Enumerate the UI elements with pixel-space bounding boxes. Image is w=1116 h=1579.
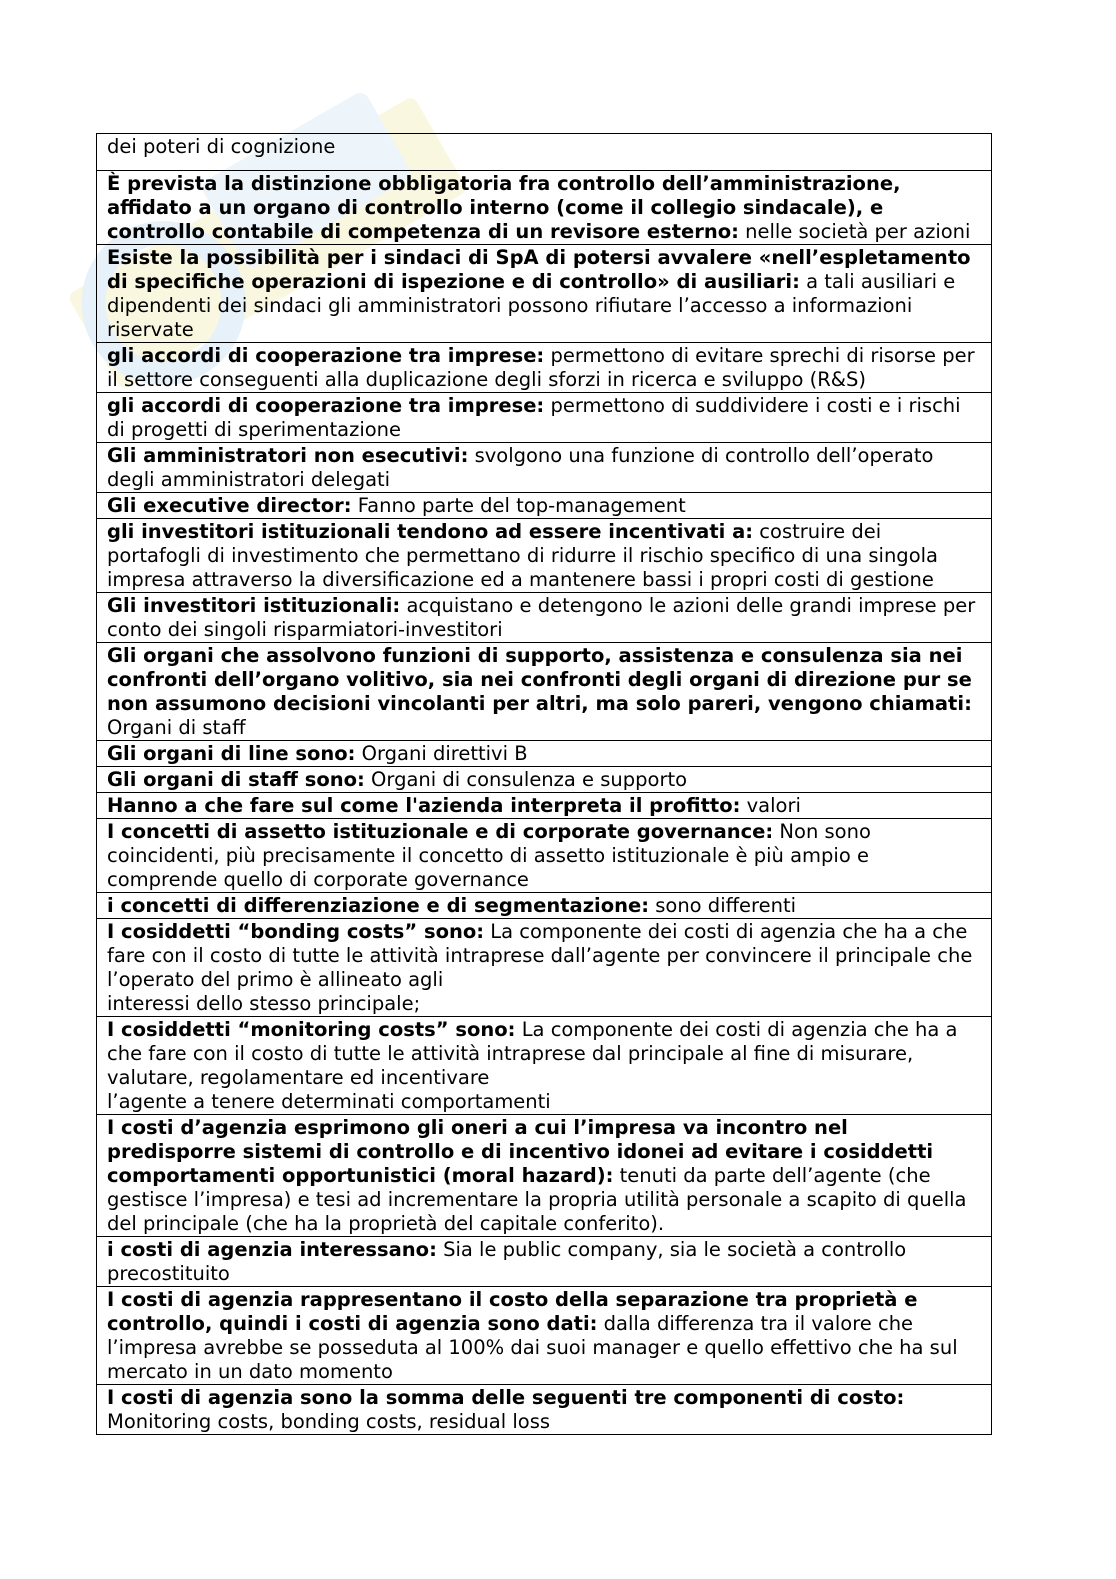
question-text: I cosiddetti “bonding costs” sono: (107, 920, 485, 943)
table-row (97, 519, 992, 593)
table-cell (97, 393, 992, 443)
table-row (97, 493, 992, 519)
answer-text: tenuti da parte dell’agente (che gestisce l’impresa) e tesi ad incrementare la propria utilità personale a scapito di quella del principale (che ha la proprietà del capitale conferito). (107, 1164, 967, 1235)
answer-text: costruire dei portafogli di investimento che permettano di ridurre il rischio specifico di una singola impresa attraverso la diversificazione ed a mantenere bassi i propri costi di gestione (107, 520, 938, 591)
table-row (97, 819, 992, 893)
table-cell (97, 1115, 992, 1237)
answer-text: Organi direttivi B (361, 742, 528, 765)
answer-text: svolgono una funzione di controllo dell’operato degli amministratori delegati (107, 444, 934, 491)
table-cell (97, 493, 992, 519)
answer-text: Organi di staff (107, 716, 246, 739)
table-cell (97, 171, 992, 245)
answer-text: dei poteri di cognizione (107, 135, 336, 158)
question-text: Hanno a che fare sul come l'azienda interpreta il profitto: (107, 794, 741, 817)
question-text: i costi di agenzia interessano: (107, 1238, 437, 1261)
table-row (97, 1385, 992, 1435)
table-cell (97, 893, 992, 919)
question-text: gli accordi di cooperazione tra imprese: (107, 394, 545, 417)
question-text: Gli organi di line sono: (107, 742, 356, 765)
question-text: Gli investitori istituzionali: (107, 594, 401, 617)
table-cell (97, 793, 992, 819)
table-row (97, 643, 992, 741)
table-cell (97, 1017, 992, 1115)
answer-text: Monitoring costs, bonding costs, residual loss (107, 1410, 551, 1433)
question-text: I costi di agenzia sono la somma delle seguenti tre componenti di costo: (107, 1386, 905, 1409)
table-row (97, 1237, 992, 1287)
answer-text: dalla differenza tra il valore che l’impresa avrebbe se posseduta al 100% dai suoi manager e quello effettivo che ha sul mercato in un dato momento (107, 1312, 958, 1383)
table-cell (97, 919, 992, 1017)
table-row (97, 443, 992, 493)
table-row (97, 134, 992, 171)
table-row (97, 343, 992, 393)
table-row (97, 593, 992, 643)
table-cell (97, 593, 992, 643)
question-text: Gli amministratori non esecutivi: (107, 444, 469, 467)
table-cell (97, 134, 992, 171)
answer-text: Fanno parte del top-management (357, 494, 686, 517)
table-row (97, 1017, 992, 1115)
answer-text: Non sono coincidenti, più precisamente il concetto di assetto istituzionale è più ampio e comprende quello di corporate governance (107, 820, 871, 891)
question-text: Gli organi di staff sono: (107, 768, 365, 791)
table-row (97, 1287, 992, 1385)
table-cell (97, 343, 992, 393)
table-row (97, 171, 992, 245)
table-cell (97, 1287, 992, 1385)
question-text: I costi di agenzia rappresentano il costo della separazione tra proprietà e controllo, quindi i costi di agenzia sono dati: (107, 1288, 918, 1335)
table-row (97, 893, 992, 919)
table-row (97, 919, 992, 1017)
question-text: gli investitori istituzionali tendono ad essere incentivati a: (107, 520, 754, 543)
question-text: Esiste la possibilità per i sindaci di SpA di potersi avvalere «nell’espletamento di specifiche operazioni di ispezione e di controllo» di ausiliari: (107, 246, 971, 293)
table-row (97, 393, 992, 443)
table-row (97, 741, 992, 767)
answer-text: nelle società per azioni (745, 220, 971, 243)
question-text: I concetti di assetto istituzionale e di corporate governance: (107, 820, 774, 843)
question-text: I costi d’agenzia esprimono gli oneri a cui l’impresa va incontro nel predisporre sistemi di controllo e di incentivo idonei ad evitare i cosiddetti comportamenti opportunistici (moral hazard): (107, 1116, 934, 1187)
table-cell (97, 643, 992, 741)
question-text: gli accordi di cooperazione tra imprese: (107, 344, 545, 367)
table-cell (97, 519, 992, 593)
answer-text: acquistano e detengono le azioni delle grandi imprese per conto dei singoli risparmiatori-investitori (107, 594, 976, 641)
answer-text: La componente dei costi di agenzia che ha a che fare con il costo di tutte le attività intraprese dal principale al fine di misurare, valutare, regolamentare ed incentivare l’agente a tenere determinati comportamenti (107, 1018, 958, 1113)
table-cell (97, 767, 992, 793)
answer-text: sono differenti (655, 894, 797, 917)
answer-text: La componente dei costi di agenzia che ha a che fare con il costo di tutte le attività intraprese dall’agente per convincere il principale che l’operato del primo è allineato agli interessi dello stesso principale; (107, 920, 973, 1015)
table-cell (97, 1237, 992, 1287)
qa-table (96, 133, 992, 1435)
question-text: I cosiddetti “monitoring costs” sono: (107, 1018, 516, 1041)
question-text: È prevista la distinzione obbligatoria fra controllo dell’amministrazione, affidato a un organo di controllo interno (come il collegio sindacale), e controllo contabile di competenza di un revisore esterno: (107, 172, 901, 243)
answer-text: valori (746, 794, 801, 817)
table-cell (97, 741, 992, 767)
table-cell (97, 245, 992, 343)
answer-text: permettono di suddividere i costi e i rischi di progetti di sperimentazione (107, 394, 961, 441)
table-cell (97, 1385, 992, 1435)
table-row (97, 767, 992, 793)
answer-text: Organi di consulenza e supporto (371, 768, 688, 791)
question-text: Gli organi che assolvono funzioni di supporto, assistenza e consulenza sia nei confronti dell’organo volitivo, sia nei confronti degli organi di direzione pur se non assumono decisioni vincolanti per altri, ma solo pareri, vengono chiamati: (107, 644, 972, 715)
answer-text: a tali ausiliari e dipendenti dei sindaci gli amministratori possono rifiutare l’accesso a informazioni riservate (107, 270, 956, 341)
table-cell (97, 443, 992, 493)
table-row (97, 245, 992, 343)
table-row (97, 793, 992, 819)
table-row (97, 1115, 992, 1237)
table-cell (97, 819, 992, 893)
question-text: i concetti di differenziazione e di segmentazione: (107, 894, 650, 917)
question-text: Gli executive director: (107, 494, 352, 517)
answer-text: Sia le public company, sia le società a controllo precostituito (107, 1238, 907, 1285)
answer-text: permettono di evitare sprechi di risorse per il settore conseguenti alla duplicazione degli sforzi in ricerca e sviluppo (R&S) (107, 344, 975, 391)
